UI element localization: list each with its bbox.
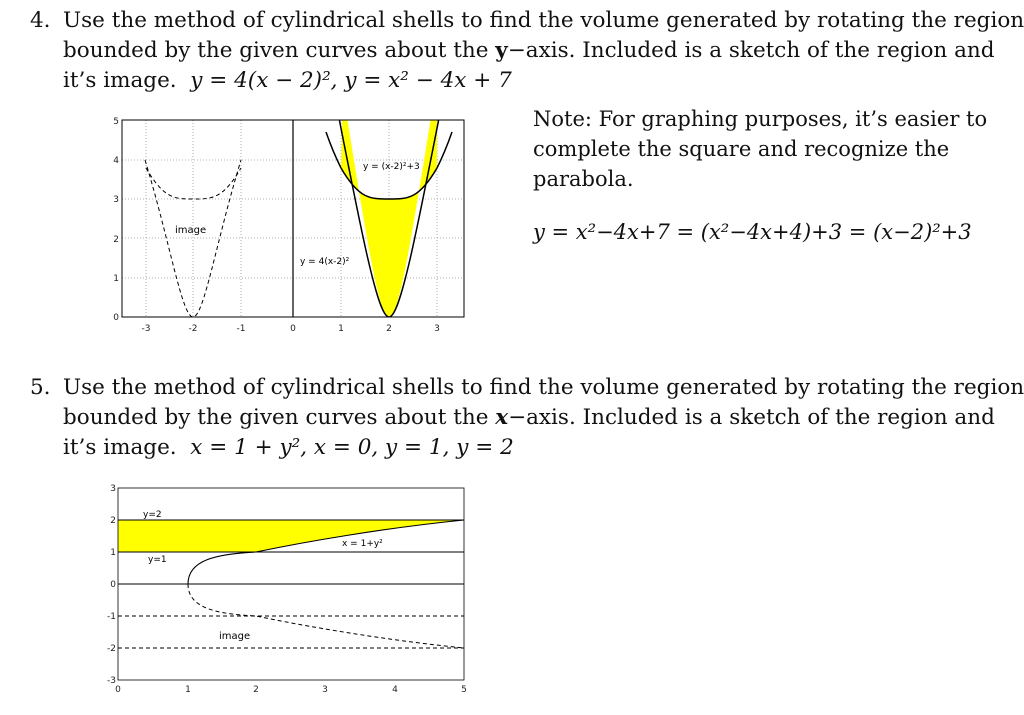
label-y1: y=1 bbox=[148, 555, 167, 565]
ytick: -3 bbox=[107, 676, 116, 686]
ytick: -2 bbox=[107, 644, 116, 654]
label-curve: x = 1+y² bbox=[342, 539, 383, 549]
problem-text-line1: Use the method of cylindrical shells to find the volume generated by rotating the region bbox=[63, 375, 1024, 400]
ytick: 3 bbox=[113, 195, 119, 205]
graph-problem-5 bbox=[104, 480, 474, 705]
text-post: −axis. Included is a sketch of the region and bbox=[508, 405, 995, 430]
xtick: 2 bbox=[253, 685, 259, 695]
ytick: 5 bbox=[113, 117, 119, 127]
text-image: it’s image. bbox=[63, 435, 177, 460]
problem-text-line3 bbox=[63, 433, 514, 463]
xtick: -1 bbox=[236, 324, 246, 334]
problem-text-line1: Use the method of cylindrical shells to find the volume generated by rotating the region bbox=[63, 8, 1024, 33]
problem-text-line3 bbox=[63, 66, 512, 96]
text-pre: bounded by the given curves about the bbox=[63, 405, 496, 430]
text-image: it’s image. bbox=[63, 68, 177, 93]
xtick: 1 bbox=[185, 685, 191, 695]
label-image: image bbox=[219, 631, 251, 642]
xtick: 2 bbox=[386, 324, 392, 334]
ytick: 0 bbox=[113, 313, 119, 323]
xtick: 0 bbox=[290, 324, 296, 334]
label-image: image bbox=[175, 225, 207, 236]
xtick: -3 bbox=[141, 324, 151, 334]
label-y2: y=2 bbox=[143, 510, 162, 520]
label-upper-curve: y = (x-2)²+3 bbox=[363, 162, 420, 172]
ytick: -1 bbox=[107, 612, 116, 622]
xtick: 0 bbox=[115, 685, 121, 695]
note-equation: y = x²−4x+7 = (x²−4x+4)+3 = (x−2)²+3 bbox=[533, 220, 972, 244]
problem-text-line2 bbox=[63, 36, 995, 66]
xtick: -2 bbox=[188, 324, 198, 334]
ytick: 0 bbox=[110, 580, 116, 590]
axis-name: y bbox=[495, 38, 508, 63]
ytick: 2 bbox=[110, 516, 116, 526]
ytick: 3 bbox=[110, 484, 116, 494]
ytick: 1 bbox=[113, 274, 119, 284]
problem-number: 4. bbox=[30, 8, 51, 33]
ytick: 1 bbox=[110, 548, 116, 558]
shaded-region bbox=[341, 112, 437, 317]
ytick: 4 bbox=[113, 156, 119, 166]
xtick: 3 bbox=[322, 685, 328, 695]
problem-text-line2 bbox=[63, 403, 995, 433]
curve-equations: x = 1 + y², x = 0, y = 1, y = 2 bbox=[190, 435, 514, 460]
graph-problem-4 bbox=[100, 112, 480, 344]
xtick: 5 bbox=[461, 685, 467, 695]
image-upper bbox=[146, 168, 241, 199]
xtick: 1 bbox=[338, 324, 344, 334]
note-text: Note: For graphing purposes, it’s easier to complete the square and recognize the parabola. bbox=[533, 107, 988, 191]
xtick: 3 bbox=[434, 324, 440, 334]
text-pre: bounded by the given curves about the bbox=[63, 38, 496, 63]
problem-number: 5. bbox=[30, 375, 51, 400]
xtick: 4 bbox=[392, 685, 398, 695]
label-lower-curve: y = 4(x-2)² bbox=[300, 257, 350, 267]
shaded-region bbox=[118, 520, 464, 552]
ytick: 2 bbox=[113, 235, 119, 245]
curve-equations: y = 4(x − 2)², y = x² − 4x + 7 bbox=[190, 68, 512, 93]
text-post: −axis. Included is a sketch of the region and bbox=[507, 38, 995, 63]
axis-name: x bbox=[495, 405, 509, 430]
